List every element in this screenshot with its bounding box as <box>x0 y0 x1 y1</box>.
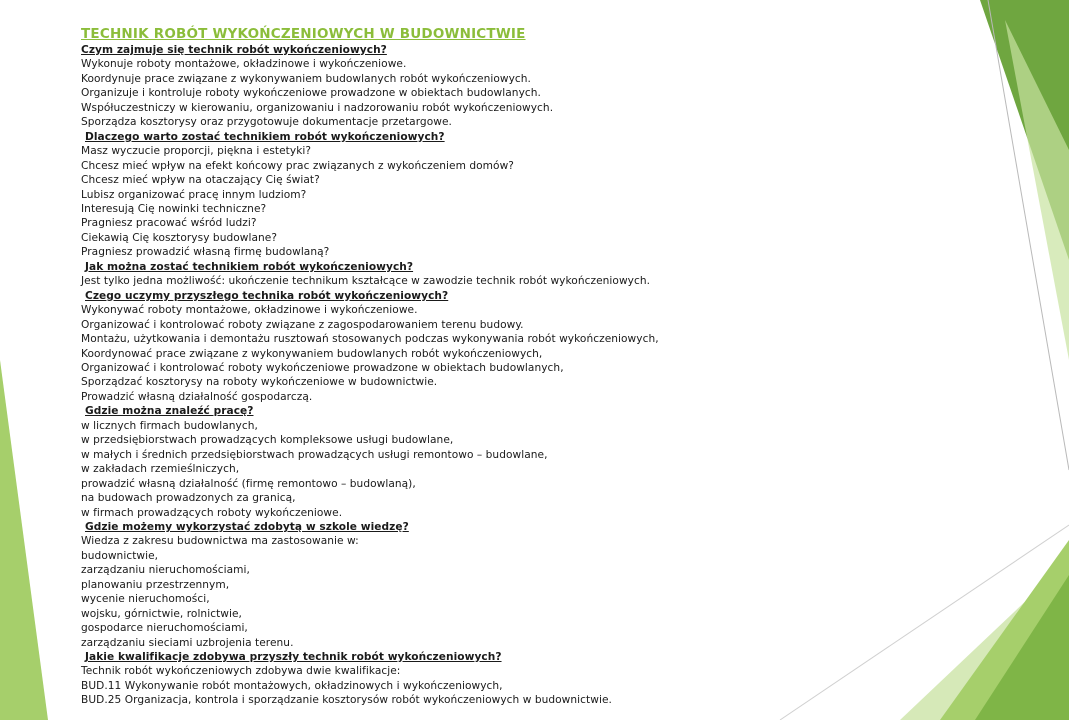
text-line: Ciekawią Cię kosztorysy budowlane? <box>81 231 278 244</box>
text-line: BUD.11 Wykonywanie robót montażowych, okładzinowych i wykończeniowych, <box>81 679 503 692</box>
section-heading: Jak można zostać technikiem robót wykończeniowych? <box>85 260 414 273</box>
text-line: Współuczestniczy w kierowaniu, organizowaniu i nadzorowaniu robót wykończeniowych. <box>81 101 554 114</box>
page-title: TECHNIK ROBÓT WYKOŃCZENIOWYCH W BUDOWNICTWIE <box>81 26 526 42</box>
section-heading: Gdzie możemy wykorzystać zdobytą w szkole wiedzę? <box>85 520 409 533</box>
text-line: Pragniesz pracować wśród ludzi? <box>81 217 257 230</box>
text-line: Pragniesz prowadzić własną firmę budowlaną? <box>81 246 330 259</box>
text-line: zarządzaniu nieruchomościami, <box>81 564 250 577</box>
text-line: Lubisz organizować pracę innym ludziom? <box>81 188 307 201</box>
text-line: Prowadzić własną działalność gospodarczą. <box>81 390 313 403</box>
text-line: w małych i średnich przedsiębiorstwach prowadzących usługi remontowo – budowlane, <box>81 448 548 461</box>
section-heading: Czego uczymy przyszłego technika robót wykończeniowych? <box>85 289 449 302</box>
text-line: Technik robót wykończeniowych zdobywa dwie kwalifikacje: <box>81 665 401 678</box>
document-body <box>81 26 981 708</box>
text-line: prowadzić własną działalność (firmę remontowo – budowlaną), <box>81 477 416 490</box>
text-line: planowaniu przestrzennym, <box>81 578 230 591</box>
section-heading: Dlaczego warto zostać technikiem robót wykończeniowych? <box>85 130 445 143</box>
section-where-to-work <box>81 404 981 520</box>
text-line: wojsku, górnictwie, rolnictwie, <box>81 607 242 620</box>
text-line: wycenie nieruchomości, <box>81 593 210 606</box>
section-heading: Czym zajmuje się technik robót wykończeniowych? <box>81 44 387 56</box>
text-line: Sporządza kosztorysy oraz przygotowuje dokumentacje przetargowe. <box>81 116 452 129</box>
text-line: Masz wyczucie proporcji, piękna i estetyki? <box>81 145 312 158</box>
text-line: Organizuje i kontroluje roboty wykończeniowe prowadzone w obiektach budowlanych. <box>81 87 541 100</box>
text-line: gospodarce nieruchomościami, <box>81 622 248 635</box>
text-line: Wykonywać roboty montażowe, okładzinowe i wykończeniowe. <box>81 304 418 317</box>
text-line: Wykonuje roboty montażowe, okładzinowe i wykończeniowe. <box>81 58 407 71</box>
section-what-does-technician-do <box>81 43 981 130</box>
section-what-we-teach <box>81 289 981 405</box>
text-line: Jest tylko jedna możliwość: ukończenie technikum kształcące w zawodzie technik robót wykończeniowych. <box>81 275 651 288</box>
section-heading: Gdzie można znaleźć pracę? <box>85 405 254 418</box>
text-line: Wiedza z zakresu budownictwa ma zastosowanie w: <box>81 535 359 548</box>
left-green-shape <box>0 360 48 720</box>
text-line: Sporządzać kosztorysy na roboty wykończeniowe w budownictwie. <box>81 376 438 389</box>
section-where-to-use-knowledge <box>81 520 981 650</box>
section-why-become-technician <box>81 130 981 260</box>
text-line: BUD.25 Organizacja, kontrola i sporządzanie kosztorysów robót wykończeniowych w budownictwie. <box>81 694 612 707</box>
text-line: na budowach prowadzonych za granicą, <box>81 492 296 505</box>
section-heading: Jakie kwalifikacje zdobywa przyszły technik robót wykończeniowych? <box>85 651 502 664</box>
text-line: w przedsiębiorstwach prowadzących kompleksowe usługi budowlane, <box>81 434 454 447</box>
section-how-to-become <box>81 260 981 289</box>
section-qualifications <box>81 650 981 708</box>
text-line: zarządzaniu sieciami uzbrojenia terenu. <box>81 636 294 649</box>
text-line: Montażu, użytkowania i demontażu rusztowań stosowanych podczas wykonywania robót wykończeniowych, <box>81 333 659 346</box>
text-line: Koordynuje prace związane z wykonywaniem budowlanych robót wykończeniowych. <box>81 72 531 85</box>
text-line: w firmach prowadzących roboty wykończeniowe. <box>81 506 343 519</box>
text-line: w licznych firmach budowlanych, <box>81 419 258 432</box>
text-line: Koordynować prace związane z wykonywaniem budowlanych robót wykończeniowych, <box>81 347 543 360</box>
text-line: Interesują Cię nowinki techniczne? <box>81 202 267 215</box>
text-line: budownictwie, <box>81 549 159 562</box>
text-line: w zakładach rzemieślniczych, <box>81 463 240 476</box>
text-line: Organizować i kontrolować roboty wykończeniowe prowadzone w obiektach budowlanych, <box>81 361 564 374</box>
text-line: Chcesz mieć wpływ na otaczający Cię świat? <box>81 174 320 187</box>
text-line: Organizować i kontrolować roboty związane z zagospodarowaniem terenu budowy. <box>81 318 524 331</box>
text-line: Chcesz mieć wpływ na efekt końcowy prac związanych z wykończeniem domów? <box>81 159 514 172</box>
